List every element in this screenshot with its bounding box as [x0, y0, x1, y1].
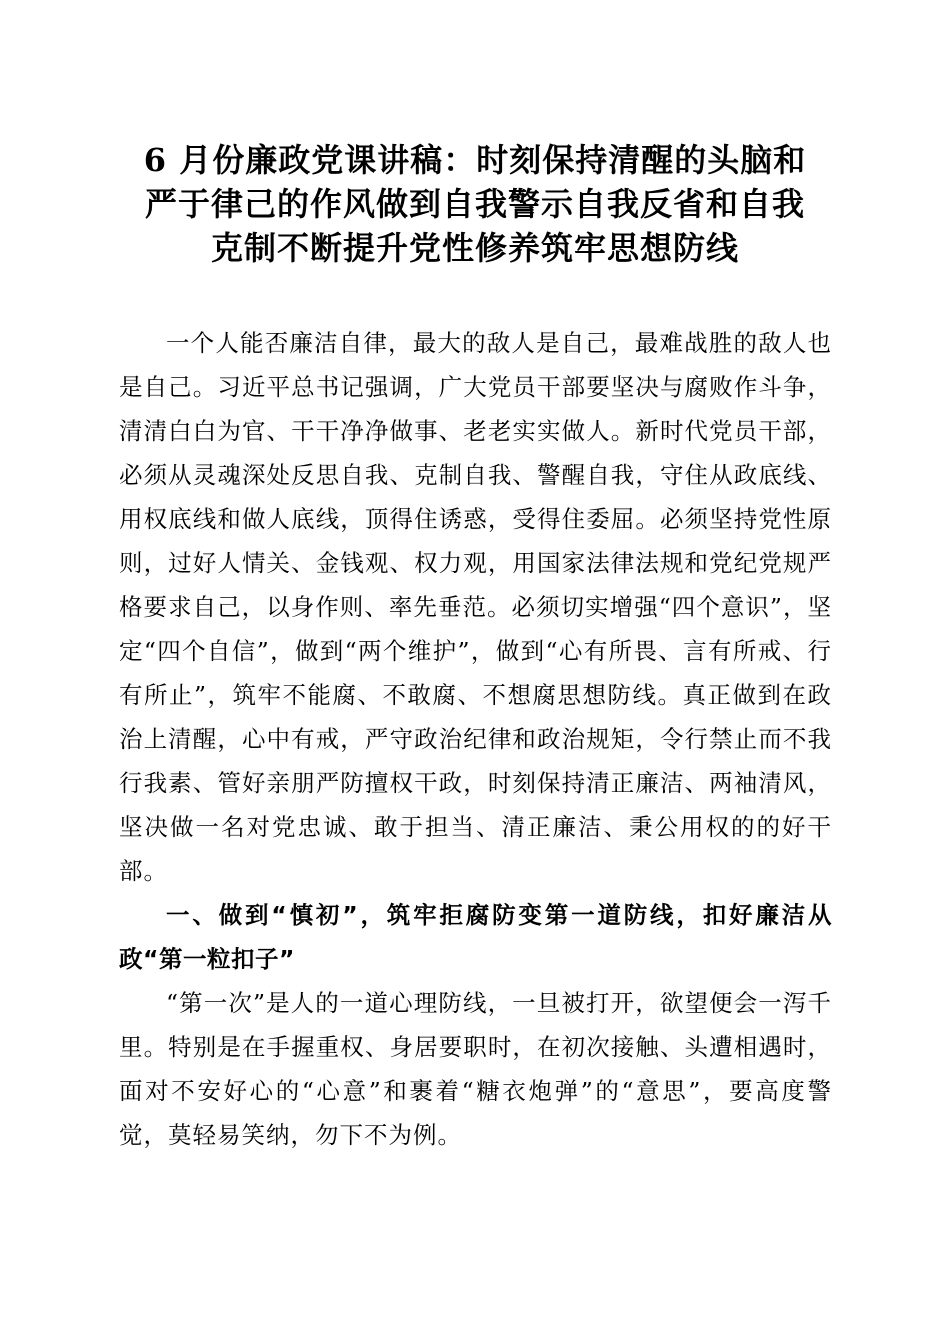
title-line-2: 严于律己的作风做到自我警示自我反省和自我: [144, 185, 805, 223]
document-title: [100, 138, 850, 270]
intro-paragraph: 一个人能否廉洁自律，最大的敌人是自己，最难战胜的敌人也是自己。习近平总书记强调，广大党员干部要坚决与腐败作斗争，清清白白为官、干干净净做事、老老实实做人。新时代党员干部，必须从灵魂深处反思自我、克制自我、警醒自我，守住从政底线、用权底线和做人底线，顶得住诱惑，受得住委屈。必须坚持党性原则，过好人情关、金钱观、权力观，用国家法律法规和党纪党规严格要求自己，以身作则、率先垂范。必须切实增强“四个意识”，坚定“四个自信”，做到“两个维护”，做到“心有所畏、言有所戒、行有所止”，筑牢不能腐、不敢腐、不想腐思想防线。真正做到在政治上清醒，心中有戒，严守政治纪律和政治规矩，令行禁止而不我行我素、管好亲朋严防擅权干政，时刻保持清正廉洁、两袖清风，坚决做一名对党忠诚、敢于担当、清正廉洁、秉公用权的的好干部。: [119, 329, 832, 885]
title-line-1: 6 月份廉政党课讲稿：时刻保持清醒的头脑和: [143, 141, 807, 179]
document-body: [119, 321, 832, 1157]
section-1-paragraph: “第一次”是人的一道心理防线，一旦被打开，欲望便会一泻千里。特别是在手握重权、身居要职时，在初次接触、头遭相遇时，面对不安好心的“心意”和裹着“糖衣炮弹”的“意思”，要高度警觉，莫轻易笑纳，勿下不为例。: [119, 989, 832, 1149]
section-1-heading: 一、做到“慎初”，筑牢拒腐防变第一道防线，扣好廉洁从政“第一粒扣子”: [119, 901, 832, 973]
title-line-3: 克制不断提升党性修养筑牢思想防线: [210, 229, 739, 267]
